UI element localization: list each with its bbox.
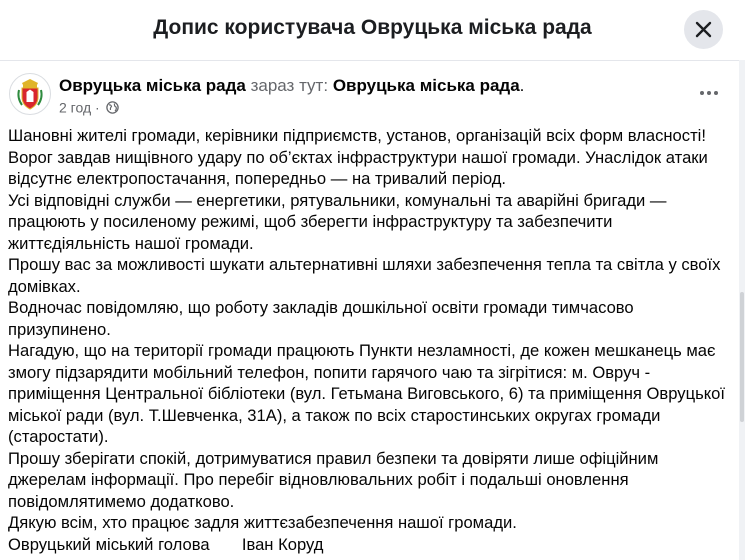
- dialog-header: [0, 0, 745, 61]
- post-paragraph: Прошу вас за можливості шукати альтернативні шляхи забезпечення тепла та світла у своїх домівках.: [8, 255, 726, 296]
- post-paragraph: Шановні жителі громади, керівники підприємств, установ, організацій всіх форм власності!: [8, 126, 706, 145]
- location-suffix: .: [519, 76, 525, 95]
- scrollbar-thumb[interactable]: [740, 292, 744, 422]
- more-options-icon: [699, 90, 719, 96]
- post-paragraph: Усі відповідні служби — енергетики, рятувальники, комунальні та аварійні бригади — працюють у посиленому режимі, щоб зберегти інфраструктуру та забезпечити життєдіяльність нашої громади.: [8, 190, 672, 253]
- post-author-line: [59, 76, 524, 96]
- avatar[interactable]: [9, 73, 51, 115]
- location-link[interactable]: Овруцька міська рада: [332, 76, 520, 95]
- close-icon: [695, 21, 712, 38]
- dialog-title: Допис користувача Овруцька міська рада: [153, 16, 592, 39]
- globe-icon[interactable]: [106, 101, 119, 114]
- post-paragraph: Прошу зберігати спокій, дотримуватися правил безпеки та довіряти лише офіційним джерелам інформації. Про перебіг відновлювальних робіт і подальші оновлення повідомлятимемо додатково.: [8, 448, 663, 511]
- post-time[interactable]: 2 год: [59, 99, 92, 116]
- post-meta: [59, 98, 119, 115]
- post-paragraph: Водночас повідомляю, що роботу закладів дошкільної освіти громади тимчасово призупинено.: [8, 298, 639, 339]
- author-name[interactable]: Овруцька міська рада: [59, 76, 246, 95]
- meta-separator: ·: [95, 99, 100, 116]
- scrollbar[interactable]: [739, 60, 745, 560]
- post-text: [8, 125, 730, 555]
- post-paragraph: Дякую всім, хто працює задля життєзабезпечення нашої громади.: [8, 513, 517, 532]
- post-signature: Овруцький міський голова Іван Коруд: [8, 534, 324, 554]
- location-prefix: зараз тут:: [250, 76, 329, 95]
- close-button[interactable]: [684, 10, 723, 49]
- post-paragraph: Ворог завдав нищівного удару по об’єктах інфраструктури нашої громади. Унаслідок атаки відсутнє електропостачання, попередньо — на тривалий період.: [8, 147, 713, 188]
- coat-of-arms-logo: [10, 74, 50, 114]
- post-paragraph: Нагадую, що на території громади працюють Пункти незламності, де кожен мешканець має змогу підзарядити мобільний телефон, попити гарячого чаю та зігрітися: м. Овруч - приміщення Центральної бібліотеки (вул. Гетьмана Виговського, 6) та приміщення Овруцької міської ради (вул. Т.Шевченка, 31А), а також по всіх старостинських округах громади (старостати).: [8, 341, 730, 446]
- more-options-button[interactable]: [693, 80, 725, 108]
